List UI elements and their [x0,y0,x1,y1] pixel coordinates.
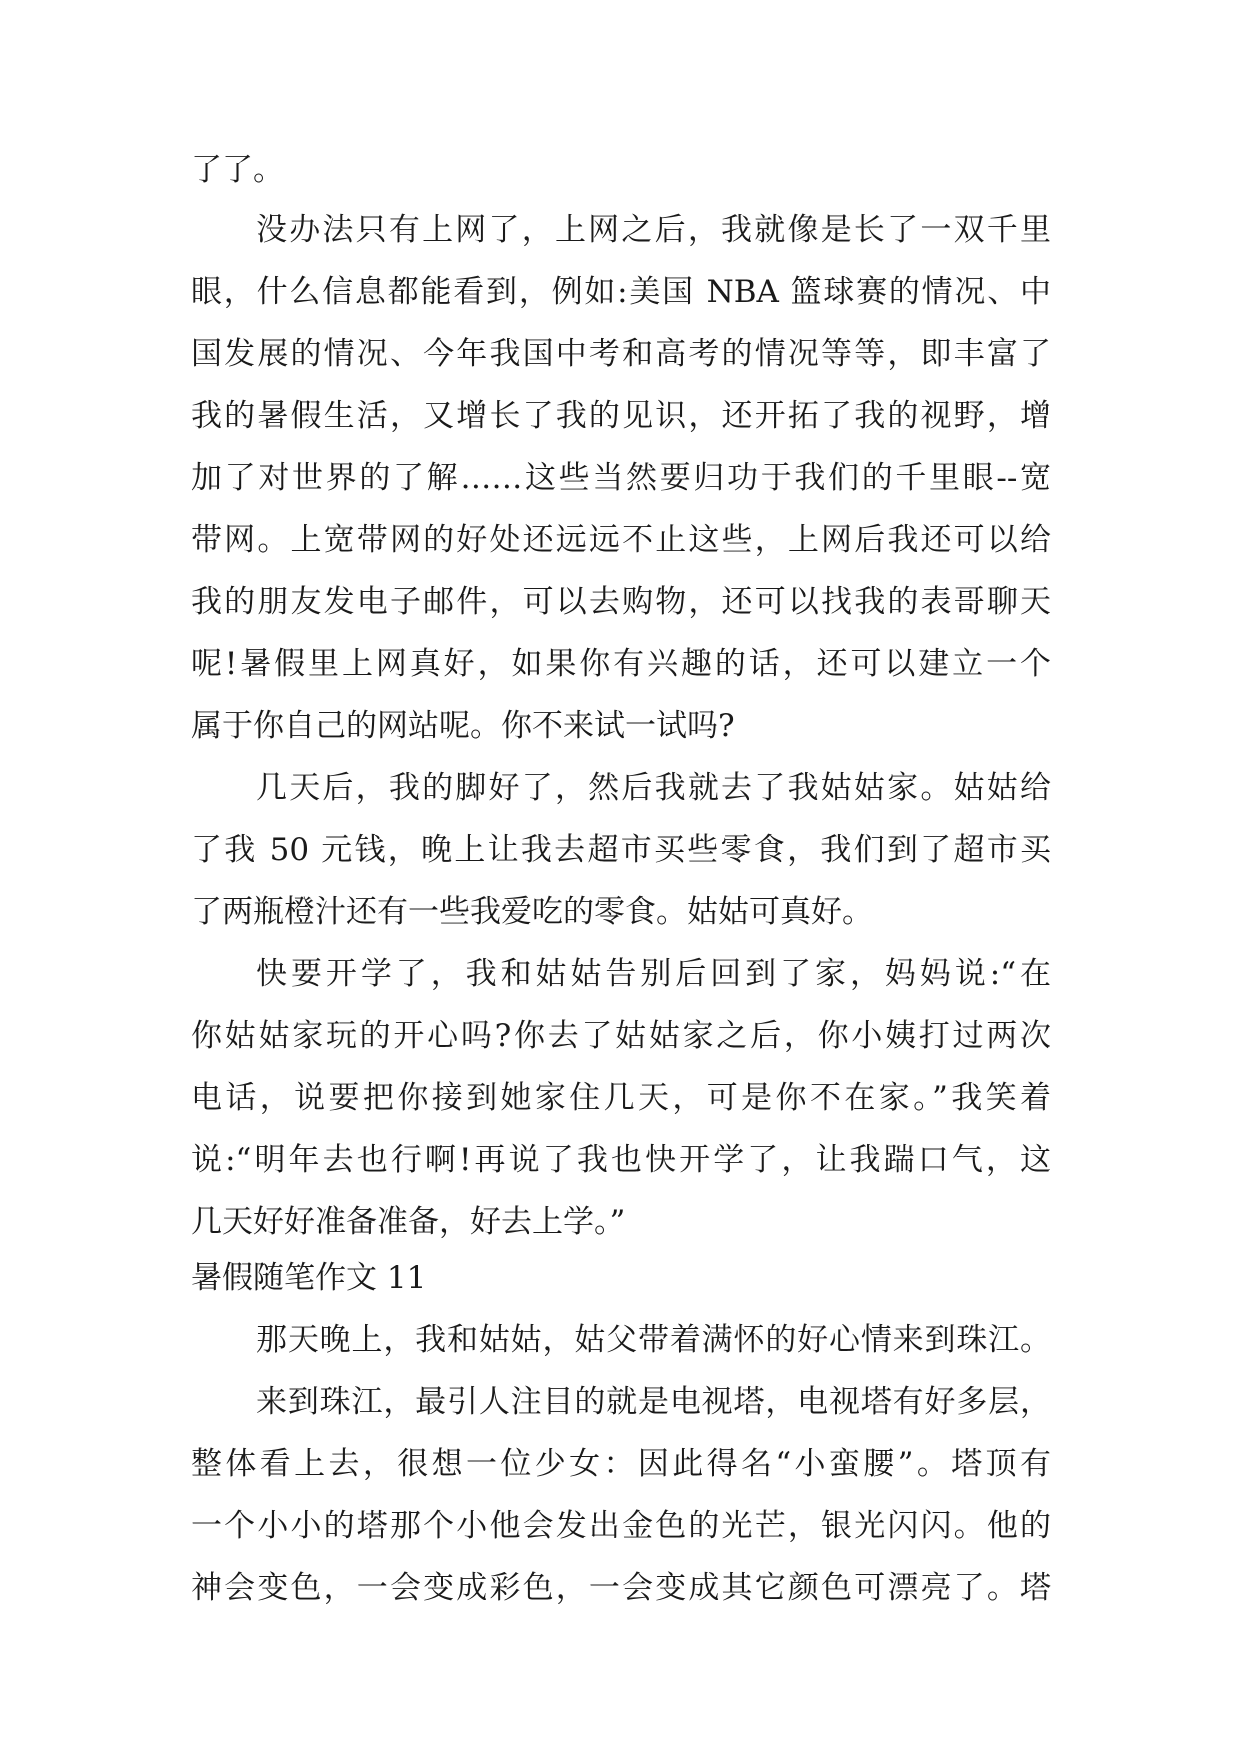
text-line: 了两瓶橙汁还有一些我爱吃的零食。姑姑可真好。 [191,894,873,930]
text-line: 一个小小的塔那个小他会发出金色的光芒，银光闪闪。他的 [191,1508,1051,1544]
section-heading: 暑假随笔作文 11 [191,1260,427,1296]
text-line: 电话，说要把你接到她家住几天，可是你不在家。”我笑着 [191,1080,1051,1116]
text-line: 你姑姑家玩的开心吗?你去了姑姑家之后，你小姨打过两次 [191,1018,1051,1054]
text-line: 我的暑假生活，又增长了我的见识，还开拓了我的视野，增 [191,398,1051,434]
text-line: 来到珠江，最引人注目的就是电视塔，电视塔有好多层， [256,1384,1051,1420]
text-line: 了了。 [191,152,284,188]
text-line: 整体看上去，很想一位少女：因此得名“小蛮腰”。塔顶有 [191,1446,1051,1482]
text-line: 没办法只有上网了，上网之后，我就像是长了一双千里 [256,212,1051,248]
text-line: 呢!暑假里上网真好，如果你有兴趣的话，还可以建立一个 [191,646,1051,682]
text-line: 国发展的情况、今年我国中考和高考的情况等等，即丰富了 [191,336,1051,372]
text-line: 了我 50 元钱，晚上让我去超市买些零食，我们到了超市买 [191,832,1051,868]
text-line: 说:“明年去也行啊!再说了我也快开学了，让我踹口气，这 [191,1142,1051,1178]
text-line: 几天后，我的脚好了，然后我就去了我姑姑家。姑姑给 [256,770,1051,806]
text-line: 加了对世界的了解……这些当然要归功于我们的千里眼--宽 [191,460,1051,496]
text-line: 那天晚上，我和姑姑，姑父带着满怀的好心情来到珠江。 [256,1322,1051,1358]
text-line: 几天好好准备准备，好去上学。” [191,1204,626,1240]
text-line: 属于你自己的网站呢。你不来试一试吗? [191,708,735,744]
text-line: 带网。上宽带网的好处还远远不止这些，上网后我还可以给 [191,522,1051,558]
text-line: 我的朋友发电子邮件，可以去购物，还可以找我的表哥聊天 [191,584,1051,620]
text-line: 眼，什么信息都能看到，例如:美国 NBA 篮球赛的情况、中 [191,274,1051,310]
text-line: 快要开学了，我和姑姑告别后回到了家，妈妈说:“在 [256,956,1051,992]
text-line: 神会变色，一会变成彩色，一会变成其它颜色可漂亮了。塔 [191,1570,1051,1606]
